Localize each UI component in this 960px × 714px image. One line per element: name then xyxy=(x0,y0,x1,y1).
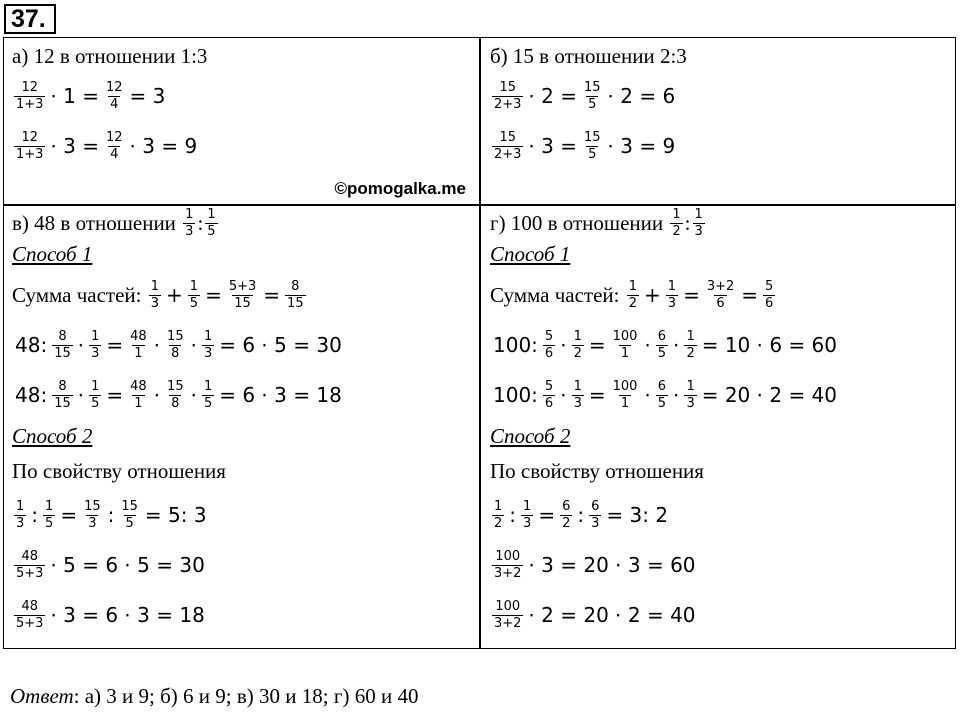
numerator: 1 xyxy=(150,278,160,294)
denominator: 3 xyxy=(185,223,194,239)
problem-number: 37. xyxy=(4,4,56,34)
numerator: 1 xyxy=(185,206,194,222)
math-fragment: ⋅ xyxy=(673,333,680,357)
numerator: 1 xyxy=(686,378,695,394)
denominator: 5 xyxy=(207,223,216,239)
fraction xyxy=(492,600,523,631)
numerator: 1 xyxy=(573,378,582,394)
numerator: 1 xyxy=(16,498,25,514)
cell-b xyxy=(490,41,952,201)
cell-title xyxy=(12,41,474,71)
denominator: 15 xyxy=(287,295,304,311)
math-fragment: ⋅ 3 = 6 ⋅ 3 = 18 xyxy=(50,603,205,627)
fraction xyxy=(89,330,101,361)
math-fragment: 48: xyxy=(15,383,48,407)
numerator: 15 xyxy=(584,79,601,95)
answer-text: : а) 3 и 9; б) 6 и 9; в) 30 и 18; г) 60 и 40 xyxy=(73,684,419,708)
answer-label: Ответ xyxy=(10,684,74,708)
fraction xyxy=(202,330,214,361)
denominator: 1 xyxy=(134,345,143,361)
math-fragment: ⋅ 1 = xyxy=(50,84,99,108)
numerator: 6 xyxy=(657,328,667,344)
method-heading: Способ 2 xyxy=(12,423,93,448)
fraction xyxy=(666,280,678,311)
math-fragment: = 6 ⋅ 3 = 18 xyxy=(219,383,342,407)
denominator: 3 xyxy=(667,295,677,311)
math-fragment: ⋅ xyxy=(560,333,567,357)
math-fragment: = xyxy=(205,283,222,307)
math-line xyxy=(490,320,952,370)
denominator: 15 xyxy=(54,395,71,411)
fraction xyxy=(543,380,555,411)
numerator: 15 xyxy=(167,378,184,394)
denominator: 5 xyxy=(657,395,667,411)
math-fragment: = xyxy=(683,283,700,307)
fraction xyxy=(572,330,584,361)
denominator: 2 xyxy=(562,515,571,531)
numerator: 15 xyxy=(499,79,516,95)
math-fragment: 100: xyxy=(493,383,538,407)
numerator: 48 xyxy=(130,328,147,344)
math-fragment: = 3: 2 xyxy=(606,503,669,527)
math-fragment: : xyxy=(684,210,691,235)
fraction xyxy=(611,330,640,361)
fraction xyxy=(670,208,682,239)
fraction xyxy=(183,208,195,239)
fraction xyxy=(693,208,705,239)
numerator: 15 xyxy=(499,129,516,145)
denominator: 1+3 xyxy=(16,146,44,162)
numerator: 8 xyxy=(291,278,300,294)
denominator: 5 xyxy=(203,395,213,411)
fraction xyxy=(89,380,101,411)
math-fragment: = 6 ⋅ 5 = 30 xyxy=(219,333,342,357)
denominator: 4 xyxy=(110,146,119,162)
fraction xyxy=(14,600,45,631)
text-fragment: Сумма частей: xyxy=(490,282,625,307)
math-fragment: = xyxy=(588,333,606,357)
numerator: 1 xyxy=(523,498,532,514)
denominator: 3 xyxy=(91,345,100,361)
denominator: 2 xyxy=(686,345,695,361)
math-fragment: : xyxy=(31,503,39,527)
fraction xyxy=(627,280,639,311)
denominator: 5 xyxy=(45,515,54,531)
numerator: 1 xyxy=(573,328,582,344)
denominator: 5+3 xyxy=(16,565,44,581)
cell-title xyxy=(490,41,952,71)
denominator: 5 xyxy=(657,345,667,361)
fraction xyxy=(492,131,523,162)
math-fragment: = xyxy=(263,283,281,307)
fraction xyxy=(582,131,603,162)
math-fragment: : xyxy=(107,503,115,527)
numerator: 12 xyxy=(21,79,38,95)
math-fragment: = 10 ⋅ 6 = 60 xyxy=(701,333,838,357)
math-fragment: ⋅ xyxy=(560,383,567,407)
fraction xyxy=(52,380,73,411)
numerator: 15 xyxy=(121,498,138,514)
math-fragment: : xyxy=(509,503,517,527)
fraction xyxy=(14,550,45,581)
fraction xyxy=(82,500,103,531)
method-heading: Способ 1 xyxy=(12,241,93,266)
denominator: 3 xyxy=(16,515,25,531)
math-fragment: ⋅ xyxy=(190,383,197,407)
fraction xyxy=(14,500,26,531)
denominator: 1+3 xyxy=(16,96,44,112)
numerator: 3+2 xyxy=(706,278,735,294)
denominator: 1 xyxy=(134,395,143,411)
math-line xyxy=(12,490,474,540)
math-fragment: = 20 ⋅ 2 = 40 xyxy=(701,383,838,407)
numerator: 12 xyxy=(106,129,123,145)
fraction xyxy=(128,330,149,361)
numerator: 100 xyxy=(495,548,521,564)
fraction xyxy=(611,380,640,411)
numerator: 1 xyxy=(189,278,199,294)
fraction xyxy=(205,208,217,239)
math-line xyxy=(12,121,474,171)
math-line xyxy=(12,370,474,420)
math-fragment: ⋅ 2 = xyxy=(528,84,577,108)
fraction xyxy=(684,330,696,361)
math-fragment: г) 100 в отношении xyxy=(490,210,669,235)
math-fragment: = 5: 3 xyxy=(144,503,207,527)
denominator: 8 xyxy=(171,395,180,411)
math-fragment: : xyxy=(577,503,585,527)
denominator: 3+2 xyxy=(494,565,522,581)
fraction xyxy=(188,280,200,311)
denominator: 5 xyxy=(125,515,134,531)
denominator: 2 xyxy=(494,515,503,531)
numerator: 6 xyxy=(562,498,571,514)
fraction xyxy=(14,131,45,162)
method-heading: Способ 1 xyxy=(490,241,571,266)
denominator: 6 xyxy=(544,345,554,361)
numerator: 8 xyxy=(58,328,67,344)
fraction xyxy=(705,280,736,311)
math-fragment: а) 12 в отношении 1:3 xyxy=(12,43,208,68)
denominator: 5 xyxy=(588,96,597,112)
fraction xyxy=(104,81,125,112)
numerator: 1 xyxy=(91,328,100,344)
fraction xyxy=(165,330,186,361)
denominator: 3+2 xyxy=(494,615,522,631)
numerator: 1 xyxy=(672,206,681,222)
math-fragment: = xyxy=(106,333,124,357)
math-fragment: ⋅ xyxy=(644,383,651,407)
numerator: 48 xyxy=(21,548,38,564)
math-fragment: ⋅ xyxy=(644,333,651,357)
math-line xyxy=(490,121,952,171)
fraction xyxy=(543,330,555,361)
math-fragment: ⋅ xyxy=(77,333,85,357)
cell-title xyxy=(12,208,474,238)
fraction xyxy=(202,380,214,411)
numerator: 15 xyxy=(167,328,184,344)
denominator: 2+3 xyxy=(494,96,522,112)
fraction xyxy=(227,280,258,311)
math-fragment: ⋅ 3 = 9 xyxy=(129,134,198,158)
math-fragment: ⋅ xyxy=(153,333,161,357)
watermark: ©pomogalka.me xyxy=(334,179,466,198)
math-fragment: б) 15 в отношении 2:3 xyxy=(490,43,687,68)
math-fragment: ⋅ xyxy=(673,383,680,407)
fraction xyxy=(104,131,125,162)
math-line xyxy=(490,540,952,590)
numerator: 6 xyxy=(591,498,600,514)
text-fragment: Сумма частей: xyxy=(12,282,147,307)
numerator: 100 xyxy=(612,378,638,394)
sum-line xyxy=(490,270,952,320)
fraction xyxy=(684,380,696,411)
math-fragment: ⋅ xyxy=(190,333,197,357)
fraction xyxy=(149,280,161,311)
text-line: По свойству отношения xyxy=(490,458,704,483)
solution-table xyxy=(3,37,956,649)
fraction xyxy=(763,280,775,311)
denominator: 8 xyxy=(171,345,180,361)
math-line xyxy=(490,490,952,540)
numerator: 1 xyxy=(628,278,638,294)
math-fragment: ⋅ 5 = 6 ⋅ 5 = 30 xyxy=(50,553,205,577)
cell-c xyxy=(12,208,474,644)
denominator: 6 xyxy=(544,395,554,411)
numerator: 100 xyxy=(495,598,521,614)
numerator: 100 xyxy=(612,328,638,344)
math-fragment: ⋅ 2 = 20 ⋅ 2 = 40 xyxy=(528,603,696,627)
numerator: 5+3 xyxy=(228,278,257,294)
numerator: 5 xyxy=(544,328,554,344)
math-fragment: ⋅ 3 = xyxy=(528,134,577,158)
math-fragment: + xyxy=(644,283,661,307)
numerator: 5 xyxy=(765,278,774,294)
numerator: 1 xyxy=(494,498,503,514)
numerator: 5 xyxy=(544,378,554,394)
fraction xyxy=(521,500,533,531)
cell-d xyxy=(490,208,952,644)
math-line xyxy=(12,540,474,590)
denominator: 4 xyxy=(110,96,119,112)
denominator: 6 xyxy=(765,295,774,311)
denominator: 3 xyxy=(694,223,703,239)
numerator: 15 xyxy=(84,498,101,514)
fraction xyxy=(560,500,572,531)
table-vertical-divider xyxy=(479,38,481,648)
math-line xyxy=(490,590,952,640)
answer-line xyxy=(10,684,418,709)
fraction xyxy=(14,81,45,112)
numerator: 1 xyxy=(694,206,703,222)
method-heading: Способ 2 xyxy=(490,423,571,448)
math-line xyxy=(12,320,474,370)
numerator: 12 xyxy=(106,79,123,95)
fraction xyxy=(572,380,584,411)
denominator: 3 xyxy=(573,395,582,411)
math-fragment: 100: xyxy=(493,333,538,357)
numerator: 8 xyxy=(58,378,67,394)
fraction xyxy=(285,280,306,311)
denominator: 2+3 xyxy=(494,146,522,162)
math-fragment: 48: xyxy=(15,333,48,357)
denominator: 6 xyxy=(716,295,725,311)
math-line xyxy=(490,71,952,121)
math-fragment: ⋅ 3 = 9 xyxy=(607,134,676,158)
numerator: 1 xyxy=(667,278,677,294)
denominator: 3 xyxy=(523,515,532,531)
denominator: 5 xyxy=(588,146,597,162)
math-line xyxy=(490,370,952,420)
denominator: 1 xyxy=(620,345,630,361)
denominator: 5 xyxy=(189,295,199,311)
denominator: 3 xyxy=(686,395,695,411)
math-fragment: ⋅ xyxy=(77,383,85,407)
fraction xyxy=(656,330,668,361)
denominator: 15 xyxy=(54,345,71,361)
fraction xyxy=(128,380,149,411)
denominator: 1 xyxy=(620,395,630,411)
math-fragment: + xyxy=(166,283,183,307)
fraction xyxy=(119,500,140,531)
sum-line xyxy=(12,270,474,320)
fraction xyxy=(165,380,186,411)
cell-a xyxy=(12,41,474,201)
fraction xyxy=(52,330,73,361)
numerator: 48 xyxy=(21,598,38,614)
denominator: 3 xyxy=(88,515,97,531)
denominator: 5+3 xyxy=(16,615,44,631)
math-fragment: = 3 xyxy=(129,84,166,108)
math-fragment: ⋅ 3 = 20 ⋅ 3 = 60 xyxy=(528,553,696,577)
numerator: 48 xyxy=(130,378,147,394)
numerator: 1 xyxy=(203,378,213,394)
math-fragment: = xyxy=(538,503,556,527)
denominator: 15 xyxy=(234,295,251,311)
numerator: 1 xyxy=(203,328,213,344)
numerator: 1 xyxy=(207,206,216,222)
fraction xyxy=(656,380,668,411)
text-line: По свойству отношения xyxy=(12,458,226,483)
denominator: 2 xyxy=(573,345,582,361)
fraction xyxy=(582,81,603,112)
fraction xyxy=(492,500,504,531)
numerator: 6 xyxy=(657,378,667,394)
fraction xyxy=(43,500,55,531)
table-horizontal-divider xyxy=(4,204,955,206)
math-fragment: в) 48 в отношении xyxy=(12,210,182,235)
numerator: 15 xyxy=(584,129,601,145)
denominator: 2 xyxy=(628,295,638,311)
math-line xyxy=(12,71,474,121)
denominator: 3 xyxy=(203,345,213,361)
denominator: 2 xyxy=(672,223,681,239)
cell-title xyxy=(490,208,952,238)
denominator: 3 xyxy=(150,295,160,311)
numerator: 12 xyxy=(21,129,38,145)
numerator: 1 xyxy=(45,498,54,514)
math-fragment: : xyxy=(197,210,204,235)
math-fragment: ⋅ xyxy=(153,383,161,407)
denominator: 3 xyxy=(591,515,600,531)
math-fragment: = xyxy=(60,503,78,527)
math-line xyxy=(12,590,474,640)
math-fragment: ⋅ 3 = xyxy=(50,134,99,158)
math-fragment: = xyxy=(741,283,759,307)
math-fragment: ⋅ 2 = 6 xyxy=(607,84,676,108)
math-fragment: = xyxy=(588,383,606,407)
denominator: 5 xyxy=(91,395,100,411)
fraction xyxy=(492,81,523,112)
fraction xyxy=(589,500,601,531)
numerator: 1 xyxy=(91,378,100,394)
numerator: 1 xyxy=(686,328,695,344)
fraction xyxy=(492,550,523,581)
math-fragment: = xyxy=(106,383,124,407)
